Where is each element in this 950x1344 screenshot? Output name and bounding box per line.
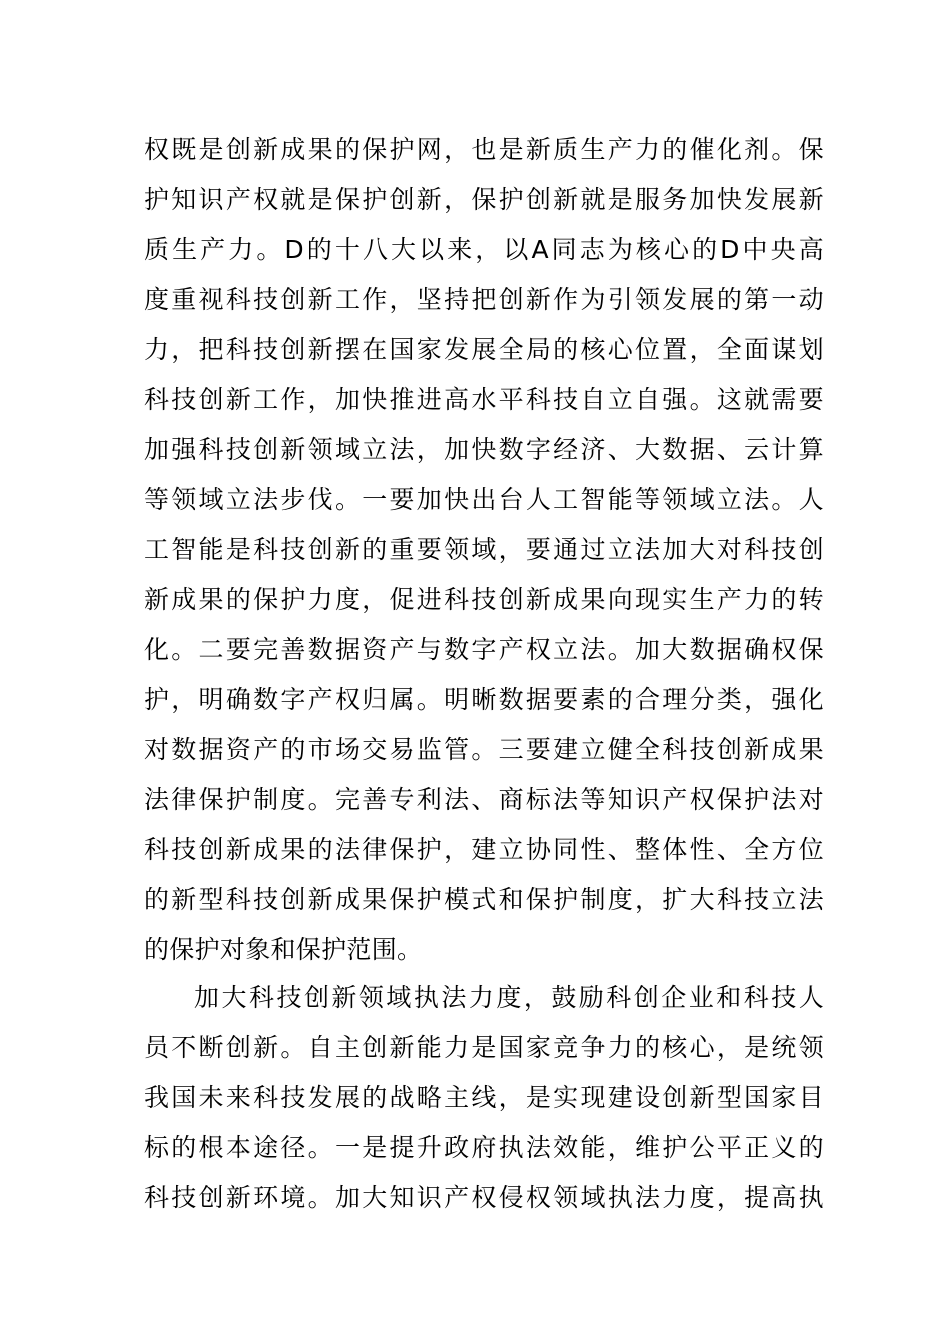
text-line: 工智能是科技创新的重要领域，要通过立法加大对科技创 xyxy=(144,535,824,564)
text-line: 标的根本途径。一是提升政府执法效能，维护公平正义的 xyxy=(144,1133,824,1162)
text-line: 护，明确数字产权归属。明晰数据要素的合理分类，强化 xyxy=(144,685,824,714)
paragraph-2 xyxy=(144,973,824,1223)
text-line: 科技创新工作，加快推进高水平科技自立自强。这就需要 xyxy=(144,385,824,414)
text-line: 科技创新环境。加大知识产权侵权领域执法力度，提高执 xyxy=(144,1183,824,1212)
text-line: 等领域立法步伐。一要加快出台人工智能等领域立法。人 xyxy=(144,485,824,514)
text-line: 员不断创新。自主创新能力是国家竞争力的核心，是统领 xyxy=(144,1033,824,1062)
text-line: 法律保护制度。完善专利法、商标法等知识产权保护法对 xyxy=(144,785,824,814)
text-line: 加大科技创新领域执法力度，鼓励科创企业和科技人 xyxy=(194,983,824,1012)
text-line: 权既是创新成果的保护网，也是新质生产力的催化剂。保 xyxy=(144,135,824,164)
text-line: 的新型科技创新成果保护模式和保护制度，扩大科技立法 xyxy=(144,885,824,914)
text-line: 对数据资产的市场交易监管。三要建立健全科技创新成果 xyxy=(144,735,824,764)
paragraph-1 xyxy=(144,125,824,975)
text-line: 加强科技创新领域立法，加快数字经济、大数据、云计算 xyxy=(144,435,824,464)
text-line: 我国未来科技发展的战略主线，是实现建设创新型国家目 xyxy=(144,1083,824,1112)
text-line: 的保护对象和保护范围。 xyxy=(144,935,423,964)
text-line: 科技创新成果的法律保护，建立协同性、整体性、全方位 xyxy=(144,835,824,864)
text-line: 新成果的保护力度，促进科技创新成果向现实生产力的转 xyxy=(144,585,824,614)
text-line: 度重视科技创新工作，坚持把创新作为引领发展的第一动 xyxy=(144,285,824,314)
text-line: 质生产力。D的十八大以来，以A同志为核心的D中央高 xyxy=(144,235,824,264)
text-line: 力，把科技创新摆在国家发展全局的核心位置，全面谋划 xyxy=(144,335,824,364)
text-line: 化。二要完善数据资产与数字产权立法。加大数据确权保 xyxy=(144,635,824,664)
text-line: 护知识产权就是保护创新，保护创新就是服务加快发展新 xyxy=(144,185,824,214)
